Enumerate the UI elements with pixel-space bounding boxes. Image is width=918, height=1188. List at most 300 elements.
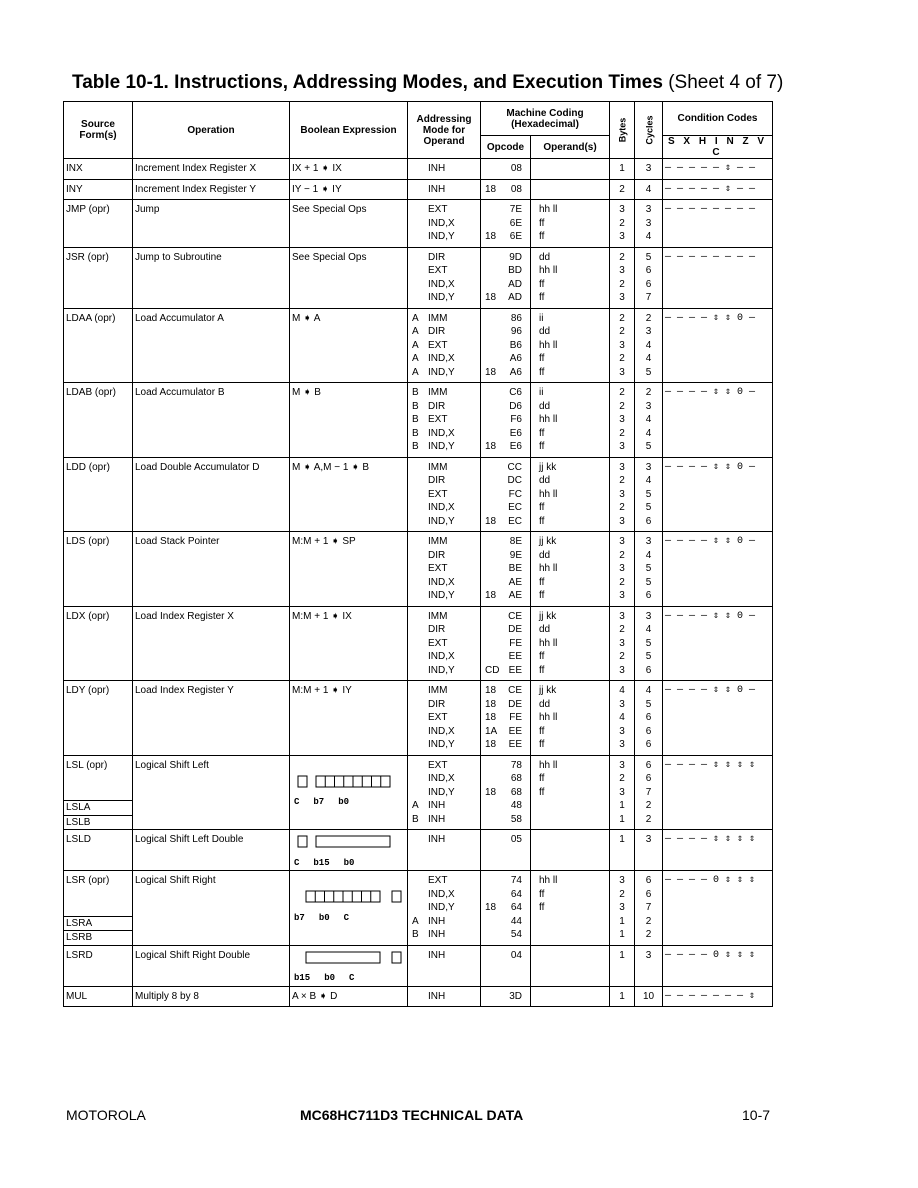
- bytes-cell: [610, 457, 635, 532]
- page-prebyte: 18: [485, 590, 497, 601]
- condition-codes-cell: [663, 755, 773, 830]
- cycles-value: 2: [645, 915, 652, 927]
- bytes-value: 2: [619, 312, 625, 324]
- table-row: [64, 606, 773, 681]
- condition-codes-value: — — — — ⇕ ⇕ 0 —: [665, 536, 756, 547]
- opcode-value: 9E: [509, 549, 522, 561]
- accumulator-prefix: A: [412, 353, 419, 364]
- table-body: [64, 159, 773, 1007]
- opcode-value: 6E: [509, 231, 522, 242]
- operation-text: Logical Shift Left: [135, 759, 209, 771]
- bytes-value: 3: [619, 536, 625, 547]
- cycles-value: 4: [645, 353, 652, 364]
- opcode-line: [481, 488, 530, 502]
- operation-text: Increment Index Register X: [135, 163, 257, 174]
- opcode-value: EC: [508, 502, 522, 513]
- opcode-value: BD: [508, 265, 522, 276]
- addressing-mode: IMM: [428, 461, 448, 473]
- mode-line: [408, 461, 480, 475]
- operation-text: Multiply 8 by 8: [135, 990, 199, 1002]
- cycles-value: 6: [645, 888, 652, 900]
- cycles-cell: [635, 681, 663, 756]
- source-cell: [64, 532, 133, 607]
- boolean-cell: [290, 308, 408, 383]
- footer-left: MOTOROLA: [66, 1107, 146, 1123]
- mode-line: [408, 203, 480, 217]
- opcode-line: [481, 799, 530, 813]
- shift-label-mid: b7: [313, 797, 325, 807]
- opcode-line: [481, 901, 530, 915]
- boolean-text: IY − 1 ➧ IY: [292, 183, 342, 195]
- operand-value: ff: [539, 725, 545, 737]
- operation-cell: [133, 830, 290, 871]
- boolean-text: See Special Ops: [292, 204, 367, 215]
- addressing-mode: DIR: [428, 326, 446, 337]
- cycles-value: 4: [645, 624, 652, 635]
- opcode-value: FE: [509, 637, 522, 649]
- addressing-mode: EXT: [428, 339, 448, 351]
- opcode-line: [481, 251, 530, 265]
- accumulator-prefix: B: [412, 387, 419, 398]
- cycles-cell: [635, 159, 663, 180]
- opcode-value: B6: [509, 339, 522, 351]
- addressing-mode: INH: [428, 949, 446, 961]
- bytes-value: 3: [619, 231, 625, 242]
- table-row: [64, 532, 773, 607]
- addressing-mode: INH: [428, 915, 446, 927]
- cycles-value: 4: [645, 475, 652, 486]
- operand-value: jj kk: [539, 685, 557, 696]
- shift-register-icon: [292, 833, 404, 851]
- boolean-text: M ➧ B: [292, 387, 321, 398]
- opcode-value: CC: [507, 461, 522, 473]
- boolean-cell: [290, 383, 408, 458]
- operand-value: ff: [539, 902, 545, 913]
- cycles-value: 3: [645, 461, 652, 473]
- operation-cell: [133, 200, 290, 248]
- opcode-cell: [481, 532, 531, 607]
- cycles-cell: [635, 247, 663, 308]
- operand-cell: [531, 830, 610, 871]
- opcode-value: FE: [509, 712, 522, 723]
- bytes-value: 2: [619, 217, 625, 229]
- table-row: [64, 871, 773, 946]
- table-title: [72, 72, 783, 94]
- bytes-value: 2: [619, 278, 625, 290]
- operation-text: Load Accumulator B: [135, 387, 225, 398]
- addressing-mode: IND,X: [428, 773, 455, 784]
- addressing-mode: IMM: [428, 685, 448, 696]
- bytes-value: 3: [619, 292, 625, 303]
- boolean-cell: [290, 945, 408, 986]
- operand-value: ff: [539, 292, 545, 303]
- shift-label-right: C: [343, 912, 350, 923]
- shift-register-icon: [292, 949, 404, 967]
- operation-text: Load Stack Pointer: [135, 536, 220, 547]
- condition-codes-value: — — — — — — — —: [665, 204, 756, 215]
- shift-diagram: [290, 949, 407, 986]
- cycles-value: 6: [645, 590, 652, 601]
- table-row: [64, 179, 773, 200]
- bytes-value: 2: [619, 475, 625, 486]
- condition-codes-cell: [663, 308, 773, 383]
- condition-codes-value: — — — — 0 ⇕ ⇕ ⇕: [665, 949, 756, 961]
- page-prebyte: CD: [485, 664, 500, 676]
- header-boolean: Boolean Expression: [290, 102, 408, 159]
- cycles-value: 7: [645, 902, 652, 913]
- addressing-mode: IMM: [428, 312, 448, 324]
- operand-value: hh ll: [539, 637, 558, 649]
- source-form: MUL: [66, 990, 88, 1002]
- accumulator-prefix: A: [412, 312, 419, 324]
- source-form: LSR (opr): [66, 875, 110, 886]
- opcode-line: [481, 264, 530, 278]
- addressing-mode: IND,Y: [428, 786, 455, 798]
- operation-cell: [133, 986, 290, 1007]
- table-title-sheet: (Sheet 4 of 7): [668, 72, 784, 93]
- boolean-cell: [290, 457, 408, 532]
- source-form: LDS (opr): [66, 536, 110, 547]
- mode-cell: [408, 159, 481, 180]
- header-operation: Operation: [133, 102, 290, 159]
- opcode-line: [481, 949, 530, 963]
- opcode-line: [481, 786, 530, 800]
- cycles-cell: [635, 606, 663, 681]
- source-cell: [64, 871, 133, 946]
- opcode-value: 05: [510, 834, 522, 845]
- operand-value: hh ll: [539, 875, 558, 886]
- mode-line: [408, 535, 480, 549]
- bytes-value: 2: [619, 502, 625, 513]
- accumulator-prefix: A: [412, 800, 419, 811]
- operand-value: ff: [539, 590, 545, 601]
- shift-label-right: C: [349, 973, 355, 983]
- mode-line: [408, 549, 480, 563]
- bytes-cell: [610, 606, 635, 681]
- bytes-value: 1: [619, 163, 625, 174]
- mode-line: [408, 440, 480, 454]
- shift-diagram: [290, 833, 407, 870]
- opcode-value: 04: [510, 949, 522, 961]
- opcode-line: [481, 610, 530, 624]
- mode-line: [408, 759, 480, 773]
- cycles-value: 5: [645, 441, 652, 452]
- shift-label-left: C: [294, 797, 300, 807]
- page-prebyte: 18: [485, 698, 497, 710]
- source-form: LSLA: [64, 800, 132, 815]
- source-cell: [64, 200, 133, 248]
- opcode-line: [481, 833, 530, 847]
- cycles-value: 5: [645, 488, 652, 500]
- opcode-line: [481, 440, 530, 454]
- boolean-text: M:M + 1 ➧ IX: [292, 610, 352, 622]
- opcode-value: 08: [510, 163, 522, 174]
- mode-line: [408, 650, 480, 664]
- bytes-value: 3: [619, 590, 625, 601]
- bytes-value: 3: [619, 610, 625, 622]
- opcode-line: [481, 461, 530, 475]
- shift-label-right: b0: [343, 857, 355, 868]
- bytes-cell: [610, 755, 635, 830]
- mode-line: [408, 915, 480, 929]
- cycles-value: 3: [645, 217, 652, 229]
- operation-text: Load Double Accumulator D: [135, 461, 260, 473]
- cycles-value: 5: [645, 563, 652, 574]
- condition-codes-value: — — — — — — — ⇕: [665, 990, 756, 1002]
- opcode-value: 44: [510, 915, 522, 927]
- header-mode: Addressing Mode for Operand: [408, 102, 481, 159]
- cycles-value: 3: [645, 949, 652, 961]
- shift-diagram-labels: [292, 796, 407, 810]
- opcode-line: [481, 650, 530, 664]
- operand-value: ff: [539, 773, 545, 784]
- mode-line: [408, 786, 480, 800]
- operation-cell: [133, 179, 290, 200]
- source-form: JSR (opr): [66, 251, 109, 263]
- table-row: [64, 247, 773, 308]
- shift-diagram-labels: [292, 912, 407, 926]
- operand-value: hh ll: [539, 414, 558, 425]
- operand-cell: [531, 200, 610, 248]
- footer-page-number: 10-7: [742, 1107, 771, 1123]
- addressing-mode: DIR: [428, 251, 446, 263]
- table-row: [64, 383, 773, 458]
- cycles-value: 3: [645, 204, 652, 215]
- mode-line: [408, 352, 480, 366]
- opcode-value: E6: [509, 441, 522, 452]
- operand-value: ff: [539, 441, 545, 452]
- cycles-value: 2: [645, 929, 652, 940]
- bytes-value: 1: [619, 813, 625, 825]
- opcode-line: [481, 339, 530, 353]
- opcode-cell: [481, 945, 531, 986]
- mode-line: [408, 366, 480, 380]
- cycles-value: 5: [645, 651, 652, 662]
- bytes-value: 3: [619, 637, 625, 649]
- page-prebyte: 18: [485, 231, 497, 242]
- opcode-value: AE: [508, 576, 522, 588]
- operand-value: hh ll: [539, 712, 558, 723]
- operand-value: dd: [539, 698, 551, 710]
- operand-value: ff: [539, 515, 545, 527]
- source-cell: [64, 755, 133, 830]
- operand-cell: [531, 532, 610, 607]
- cycles-cell: [635, 986, 663, 1007]
- page-prebyte: 18: [485, 441, 497, 452]
- cycles-value: 2: [645, 387, 652, 398]
- operation-text: Logical Shift Right: [135, 875, 216, 886]
- addressing-mode: IND,X: [428, 502, 455, 513]
- boolean-text: IX + 1 ➧ IX: [292, 163, 342, 174]
- opcode-line: [481, 738, 530, 752]
- source-cell: [64, 945, 133, 986]
- bytes-value: 1: [619, 929, 625, 940]
- opcode-line: [481, 352, 530, 366]
- bytes-value: 3: [619, 759, 625, 771]
- source-cell: [64, 308, 133, 383]
- condition-codes-value: — — — — ⇕ ⇕ 0 —: [665, 610, 756, 622]
- addressing-mode: IND,Y: [428, 902, 455, 913]
- mode-line: [408, 888, 480, 902]
- cycles-value: 2: [645, 800, 652, 811]
- table-row: [64, 830, 773, 871]
- opcode-line: [481, 990, 530, 1004]
- shift-label-right: b0: [338, 797, 350, 807]
- mode-line: [408, 833, 480, 847]
- table-row: [64, 681, 773, 756]
- addressing-mode: EXT: [428, 414, 448, 425]
- opcode-cell: [481, 871, 531, 946]
- mode-line: [408, 562, 480, 576]
- addressing-mode: INH: [428, 183, 446, 195]
- operand-value: dd: [539, 400, 551, 412]
- addressing-mode: IND,Y: [428, 231, 455, 242]
- boolean-cell: [290, 606, 408, 681]
- mode-line: [408, 488, 480, 502]
- addressing-mode: DIR: [428, 624, 446, 635]
- operand-value: ff: [539, 786, 545, 798]
- boolean-text: See Special Ops: [292, 251, 367, 263]
- mode-cell: [408, 200, 481, 248]
- source-form: LSRB: [64, 930, 132, 945]
- cycles-value: 4: [645, 183, 652, 195]
- cycles-value: 4: [645, 549, 652, 561]
- condition-codes-cell: [663, 681, 773, 756]
- addressing-mode: IND,X: [428, 888, 455, 900]
- mode-cell: [408, 606, 481, 681]
- opcode-line: [481, 813, 530, 827]
- mode-line: [408, 990, 480, 1004]
- table-row: [64, 945, 773, 986]
- cycles-cell: [635, 830, 663, 871]
- condition-codes-cell: [663, 945, 773, 986]
- mode-line: [408, 610, 480, 624]
- opcode-line: [481, 230, 530, 244]
- bytes-cell: [610, 383, 635, 458]
- opcode-value: FC: [508, 488, 522, 500]
- bytes-value: 1: [619, 949, 625, 961]
- mode-line: [408, 251, 480, 265]
- opcode-value: 74: [510, 875, 522, 886]
- table-row: [64, 308, 773, 383]
- operand-value: hh ll: [539, 488, 558, 500]
- condition-codes-cell: [663, 871, 773, 946]
- opcode-line: [481, 515, 530, 529]
- footer-center: MC68HC711D3 TECHNICAL DATA: [300, 1107, 524, 1123]
- addressing-mode: EXT: [428, 637, 448, 649]
- bytes-value: 2: [619, 888, 625, 900]
- opcode-cell: [481, 986, 531, 1007]
- opcode-value: EE: [508, 651, 522, 662]
- bytes-value: 3: [619, 664, 625, 676]
- bytes-value: 3: [619, 902, 625, 913]
- cycles-cell: [635, 755, 663, 830]
- opcode-line: [481, 366, 530, 380]
- addressing-mode: EXT: [428, 712, 448, 723]
- condition-codes-cell: [663, 179, 773, 200]
- addressing-mode: EXT: [428, 563, 448, 574]
- opcode-line: [481, 637, 530, 651]
- operand-cell: [531, 681, 610, 756]
- opcode-value: E6: [509, 427, 522, 439]
- mode-line: [408, 576, 480, 590]
- shift-label-mid: b0: [318, 912, 330, 923]
- operand-value: dd: [539, 326, 551, 337]
- cycles-value: 7: [645, 292, 652, 303]
- mode-line: [408, 799, 480, 813]
- opcode-cell: [481, 159, 531, 180]
- cycles-value: 5: [645, 576, 652, 588]
- cycles-value: 4: [645, 427, 652, 439]
- bytes-value: 2: [619, 576, 625, 588]
- condition-codes-cell: [663, 457, 773, 532]
- addressing-mode: INH: [428, 813, 446, 825]
- addressing-mode: IND,Y: [428, 366, 455, 378]
- opcode-value: 68: [510, 786, 522, 798]
- opcode-line: [481, 874, 530, 888]
- operand-value: ff: [539, 278, 545, 290]
- cycles-value: 3: [645, 536, 652, 547]
- opcode-line: [481, 759, 530, 773]
- header-source: Source Form(s): [64, 102, 133, 159]
- mode-cell: [408, 830, 481, 871]
- condition-codes-cell: [663, 830, 773, 871]
- operand-value: ff: [539, 888, 545, 900]
- bytes-value: 1: [619, 990, 625, 1002]
- cycles-value: 6: [645, 664, 652, 676]
- opcode-value: 64: [510, 902, 522, 913]
- opcode-line: [481, 664, 530, 678]
- bytes-value: 3: [619, 875, 625, 886]
- table-title-main: Table 10-1. Instructions, Addressing Modes, and Execution Times: [72, 72, 663, 93]
- source-cell: [64, 383, 133, 458]
- operation-text: Increment Index Register Y: [135, 183, 256, 195]
- opcode-value: AD: [508, 292, 522, 303]
- operand-value: hh ll: [539, 204, 558, 215]
- source-form: LSL (opr): [66, 759, 108, 771]
- addressing-mode: IND,Y: [428, 441, 455, 452]
- addressing-mode: INH: [428, 800, 446, 811]
- opcode-cell: [481, 681, 531, 756]
- opcode-line: [481, 562, 530, 576]
- mode-line: [408, 515, 480, 529]
- cycles-cell: [635, 532, 663, 607]
- addressing-mode: DIR: [428, 400, 446, 412]
- cycles-value: 6: [645, 265, 652, 276]
- addressing-mode: IND,X: [428, 353, 455, 364]
- header-cycles: Cycles: [635, 102, 663, 159]
- mode-line: [408, 711, 480, 725]
- cycles-value: 4: [645, 339, 652, 351]
- condition-codes-cell: [663, 200, 773, 248]
- bytes-value: 2: [619, 624, 625, 635]
- mode-line: [408, 901, 480, 915]
- addressing-mode: INH: [428, 990, 446, 1002]
- bytes-value: 3: [619, 698, 625, 710]
- cycles-value: 6: [645, 739, 652, 750]
- opcode-cell: [481, 200, 531, 248]
- addressing-mode: DIR: [428, 698, 446, 710]
- page-prebyte: 18: [485, 183, 497, 195]
- cycles-value: 3: [645, 326, 652, 337]
- accumulator-prefix: B: [412, 441, 419, 452]
- bytes-value: 3: [619, 339, 625, 351]
- boolean-text: M:M + 1 ➧ IY: [292, 685, 352, 696]
- table-row: [64, 200, 773, 248]
- operation-cell: [133, 871, 290, 946]
- condition-codes-value: — — — — 0 ⇕ ⇕ ⇕: [665, 875, 756, 886]
- bytes-value: 1: [619, 800, 625, 811]
